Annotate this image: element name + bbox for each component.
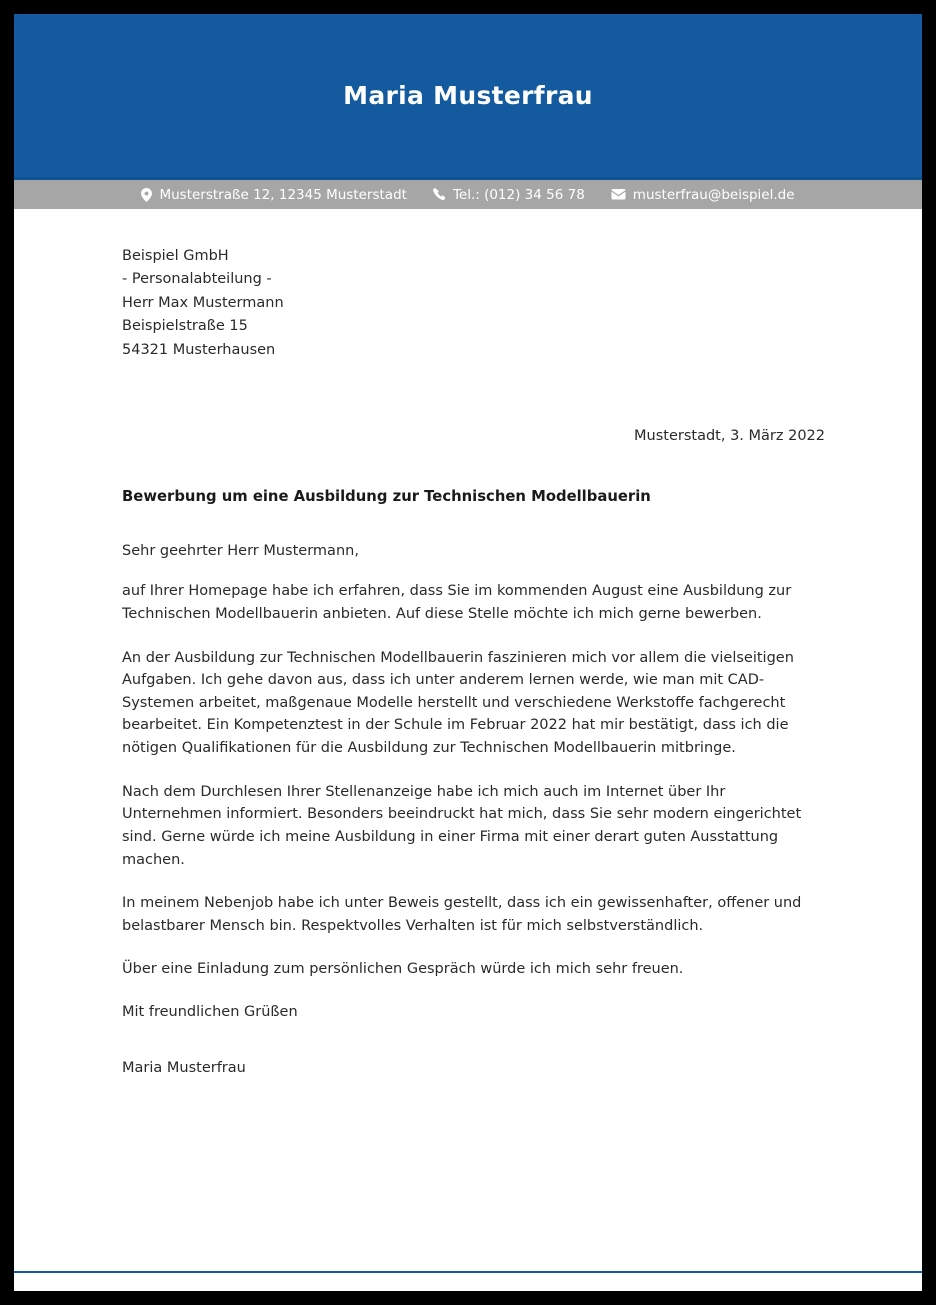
letter-signature: Maria Musterfrau	[122, 1059, 246, 1076]
recipient-line: 54321 Musterhausen	[122, 341, 276, 358]
recipient-line: Beispiel GmbH	[122, 248, 229, 264]
location-pin-icon	[141, 188, 152, 202]
letter-paragraph: In meinem Nebenjob habe ich unter Beweis gestellt, dass ich ein gewissenhafter, offener und belastbarer Mensch bin. Respektvolles Verhalten ist für mich selbstverständlich.	[122, 895, 802, 934]
letter-paragraph: auf Ihrer Homepage habe ich erfahren, dass Sie im kommenden August eine Ausbildung zur Technischen Modellbauerin anbieten. Auf diese Stelle möchte ich mich gerne bewerben.	[122, 583, 792, 623]
contact-phone	[433, 187, 585, 203]
envelope-icon	[611, 189, 626, 200]
contact-phone-text: Tel.: (012) 34 56 78	[452, 186, 585, 203]
letter-closing: Mit freundlichen Grüßen	[122, 1003, 298, 1020]
footer-rule	[14, 1271, 922, 1273]
letter-content	[14, 209, 922, 1076]
header-banner	[14, 14, 922, 180]
letter-paragraph: An der Ausbildung zur Technischen Modellbauerin faszinieren mich vor allem die vielseitigen Aufgaben. Ich gehe davon aus, dass ich unter anderem lernen werde, wie man mit CAD-Systemen arbeitet, maßgenaue Modelle herstellt und verschiedene Werkstoffe fachgerecht bearbeitet. Ein Kompetenztest in der Schule im Februar 2022 hat mir bestätigt, dass ich die nötigen Qualifikationen für die Ausbildung zur Technischen Modellbauerin mitbringe.	[122, 649, 794, 757]
date-line: Musterstadt, 3. März 2022	[634, 428, 825, 445]
letter-salutation: Sehr geehrter Herr Mustermann,	[122, 543, 359, 560]
recipient-line: Beispielstraße 15	[122, 318, 248, 335]
page-title: Maria Musterfrau	[343, 81, 593, 110]
letter-paragraph: Über eine Einladung zum persönlichen Gespräch würde ich mich sehr freuen.	[122, 961, 684, 978]
contact-bar	[14, 180, 922, 209]
contact-address	[141, 187, 406, 203]
recipient-line: - Personalabteilung -	[122, 271, 272, 288]
recipient-address-block	[122, 245, 826, 362]
contact-email	[611, 187, 795, 203]
contact-address-text: Musterstraße 12, 12345 Musterstadt	[159, 186, 407, 203]
phone-icon	[433, 188, 446, 201]
letter-subject: Bewerbung um eine Ausbildung zur Technischen Modellbauerin	[122, 488, 651, 506]
contact-email-text: musterfrau@beispiel.de	[632, 186, 795, 203]
letter-paragraph: Nach dem Durchlesen Ihrer Stellenanzeige habe ich mich auch im Internet über Ihr Unternehmen informiert. Besonders beeindruckt hat mich, dass Sie sehr modern eingerichtet sind. Gerne würde ich meine Ausbildung in einer Firma mit einer derart guten Ausstattung machen.	[122, 783, 802, 868]
recipient-line: Herr Max Mustermann	[122, 294, 284, 311]
letter-page	[14, 14, 922, 1291]
